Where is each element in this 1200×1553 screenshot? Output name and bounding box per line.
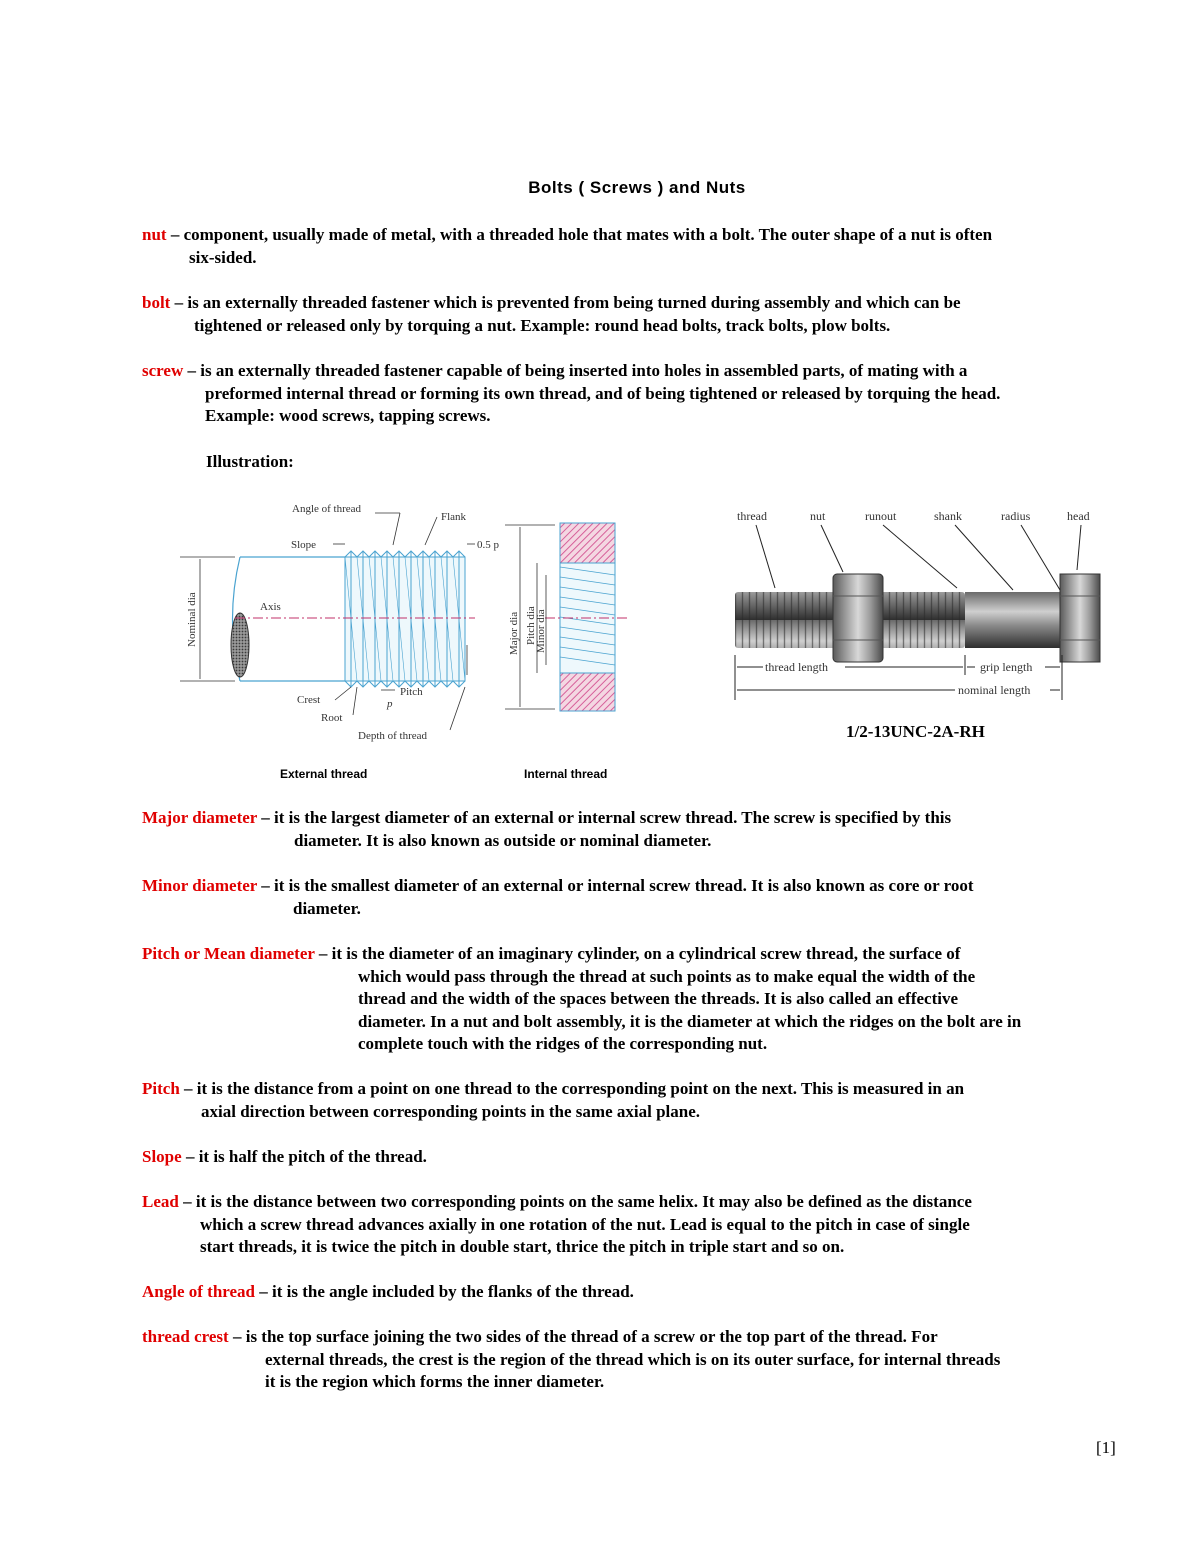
- caption-external-thread: External thread: [280, 767, 368, 781]
- definition-continuation: tightened or released only by torquing a nut. Example: round head bolts, track bolts, plow bolts.: [194, 315, 891, 335]
- definition-thread-crest: [142, 1326, 1132, 1394]
- label-nut: nut: [810, 509, 826, 523]
- definition-text: – component, usually made of metal, with a threaded hole that mates with a bolt. The outer shape of a nut is often: [166, 225, 993, 244]
- term: Slope: [142, 1147, 182, 1166]
- label-runout: runout: [865, 509, 897, 523]
- label-thread: thread: [737, 509, 767, 523]
- definition-text: – it is the diameter of an imaginary cylinder, on a cylindrical screw thread, the surface of: [314, 944, 961, 963]
- definition-continuation: diameter.: [293, 898, 361, 918]
- definition-text: – it is the distance between two corresponding points on the same helix. It may also be defined as the distance: [178, 1192, 972, 1211]
- definition-continuation: external threads, the crest is the region of the thread which is on its outer surface, for internal threads: [265, 1349, 1001, 1369]
- caption-internal-thread: Internal thread: [524, 767, 608, 781]
- label-slope: Slope: [291, 539, 317, 551]
- term: nut: [142, 225, 167, 244]
- page-number: [1]: [1096, 1438, 1116, 1457]
- nut-shape: [833, 574, 883, 662]
- label-nominal-length: nominal length: [958, 683, 1031, 697]
- definition-continuation: thread and the width of the spaces between the threads. It is also called an effective: [358, 989, 958, 1008]
- term: Lead: [142, 1192, 179, 1211]
- bolt-nut-diagram: [725, 500, 1105, 705]
- label-pitch: Pitch: [400, 686, 423, 698]
- external-thread-shape: [231, 551, 475, 687]
- definition-pitch: [142, 1078, 1132, 1123]
- label-radius: radius: [1001, 509, 1031, 523]
- definition-continuation: six-sided.: [189, 247, 257, 267]
- label-nominal-dia: Nominal dia: [186, 592, 198, 647]
- definition-continuation: axial direction between corresponding points in the same axial plane.: [201, 1101, 701, 1121]
- label-pitch-dia: Pitch dia: [525, 606, 537, 645]
- label-grip-length: grip length: [980, 660, 1033, 674]
- definition-text: – is an externally threaded fastener which is prevented from being turned during assembly and which can be: [170, 293, 961, 312]
- definition-minor-diameter: [142, 875, 1132, 920]
- term: Pitch: [142, 1079, 180, 1098]
- label-thread-length: thread length: [765, 660, 828, 674]
- label-major-dia: Major dia: [508, 611, 520, 655]
- definition-text: – is an externally threaded fastener capable of being inserted into holes in assembled parts, of mating with a: [183, 361, 968, 380]
- label-root: Root: [321, 712, 343, 724]
- term: thread crest: [142, 1327, 229, 1346]
- label-axis: Axis: [260, 601, 281, 613]
- page-title: Bolts ( Screws ) and Nuts: [528, 178, 746, 197]
- definition-continuation: Example: wood screws, tapping screws.: [205, 406, 491, 425]
- term: Angle of thread: [142, 1282, 256, 1301]
- definition-major-diameter: [142, 807, 1132, 852]
- bolt-spec: 1/2-13UNC-2A-RH: [846, 722, 985, 741]
- label-minor-dia: Minor dia: [535, 609, 547, 653]
- bolt-shape: [735, 574, 1100, 662]
- thread-diagram: [175, 495, 645, 750]
- definition-text: – it is the angle included by the flanks of the thread.: [255, 1282, 634, 1301]
- internal-thread-shape: [545, 523, 630, 711]
- label-depth-of-thread: Depth of thread: [358, 730, 428, 742]
- definition-continuation: complete touch with the ridges of the corresponding nut.: [358, 1034, 768, 1053]
- label-flank: Flank: [441, 511, 467, 523]
- term: Minor diameter: [142, 876, 258, 895]
- definition-continuation: diameter. It is also known as outside or nominal diameter.: [294, 830, 712, 850]
- definition-lead: [142, 1191, 1132, 1259]
- definition-screw: [142, 360, 1132, 428]
- label-shank: shank: [934, 509, 962, 523]
- label-head: head: [1067, 509, 1090, 523]
- definition-text: – it is half the pitch of the thread.: [181, 1147, 427, 1166]
- term: screw: [142, 361, 184, 380]
- label-half-pitch: 0.5 p: [477, 539, 499, 551]
- definition-text: – is the top surface joining the two sides of the thread of a screw or the top part of the thread. For: [228, 1327, 938, 1346]
- definition-text: – it is the smallest diameter of an external or internal screw thread. It is also known as core or root: [257, 876, 974, 895]
- definition-continuation: which would pass through the thread at such points as to make equal the width of the: [358, 966, 976, 986]
- term: bolt: [142, 293, 171, 312]
- definition-continuation: start threads, it is twice the pitch in double start, thrice the pitch in triple start and so on.: [200, 1237, 845, 1256]
- illustration-label: Illustration:: [206, 452, 294, 471]
- definition-text: – it is the distance from a point on one thread to the corresponding point on the next. This is measured in an: [179, 1079, 965, 1098]
- definition-slope: [142, 1146, 1132, 1169]
- definition-continuation: which a screw thread advances axially in one rotation of the nut. Lead is equal to the pitch in case of single: [200, 1214, 970, 1234]
- definition-continuation: diameter. In a nut and bolt assembly, it is the diameter at which the ridges on the bolt are in: [358, 1011, 1022, 1031]
- label-crest: Crest: [297, 694, 321, 706]
- definition-text: – it is the largest diameter of an external or internal screw thread. The screw is specified by this: [257, 808, 952, 827]
- definition-continuation: preformed internal thread or forming its own thread, and of being tightened or released by torquing the head.: [205, 383, 1001, 403]
- term: Pitch or Mean diameter: [142, 944, 315, 963]
- term: Major diameter: [142, 808, 258, 827]
- definition-continuation: it is the region which forms the inner diameter.: [265, 1372, 605, 1391]
- definition-nut: [142, 224, 1132, 269]
- definition-angle-of-thread: [142, 1281, 1132, 1304]
- definition-bolt: [142, 292, 1132, 337]
- label-p: p: [387, 698, 393, 710]
- definition-pitch-diameter: [142, 943, 1132, 1056]
- label-angle-of-thread: Angle of thread: [292, 503, 362, 515]
